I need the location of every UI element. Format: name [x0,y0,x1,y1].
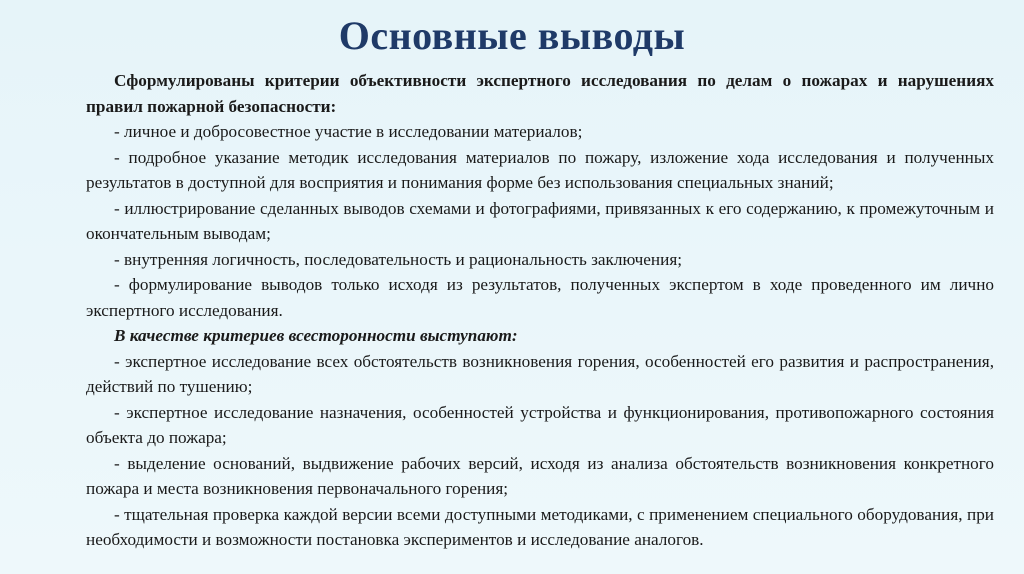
slide-title: Основные выводы [338,13,686,58]
list-item: - внутренняя логичность, последовательность и рациональность заключения; [114,249,682,269]
objectivity-intro: Сформулированы критерии объективности экспертного исследования по делам о пожарах и нарушениях правил пожарной безопасности: [86,71,994,116]
list-item: - подробное указание методик исследования материалов по пожару, изложение хода исследования и полученных результатов в доступной для восприятия и понимания форме без использования специальных знаний; [86,147,994,192]
list-item: - иллюстрирование сделанных выводов схемами и фотографиями, привязанных к его содержанию, к промежуточным и окончательным выводам; [86,198,994,243]
slide-content [86,68,994,553]
list-item: - тщательная проверка каждой версии всеми доступными методиками, с применением специального оборудования, при необходимости и возможности постановка экспериментов и исследование аналогов. [86,504,994,549]
list-item: - экспертное исследование всех обстоятельств возникновения горения, особенностей его развития и распространения, действий по тушению; [86,351,994,396]
list-item: - выделение оснований, выдвижение рабочих версий, исходя из анализа обстоятельств возникновения конкретного пожара и места возникновения первоначального горения; [86,453,994,498]
list-item: - экспертное исследование назначения, особенностей устройства и функционирования, противопожарного состояния объекта до пожара; [86,402,994,447]
comprehensiveness-heading: В качестве критериев всесторонности выступают: [114,326,518,345]
list-item: - личное и добросовестное участие в исследовании материалов; [114,122,583,141]
list-item: - формулирование выводов только исходя из результатов, полученных экспертом в ходе проведенного им лично экспертного исследования. [86,275,994,320]
